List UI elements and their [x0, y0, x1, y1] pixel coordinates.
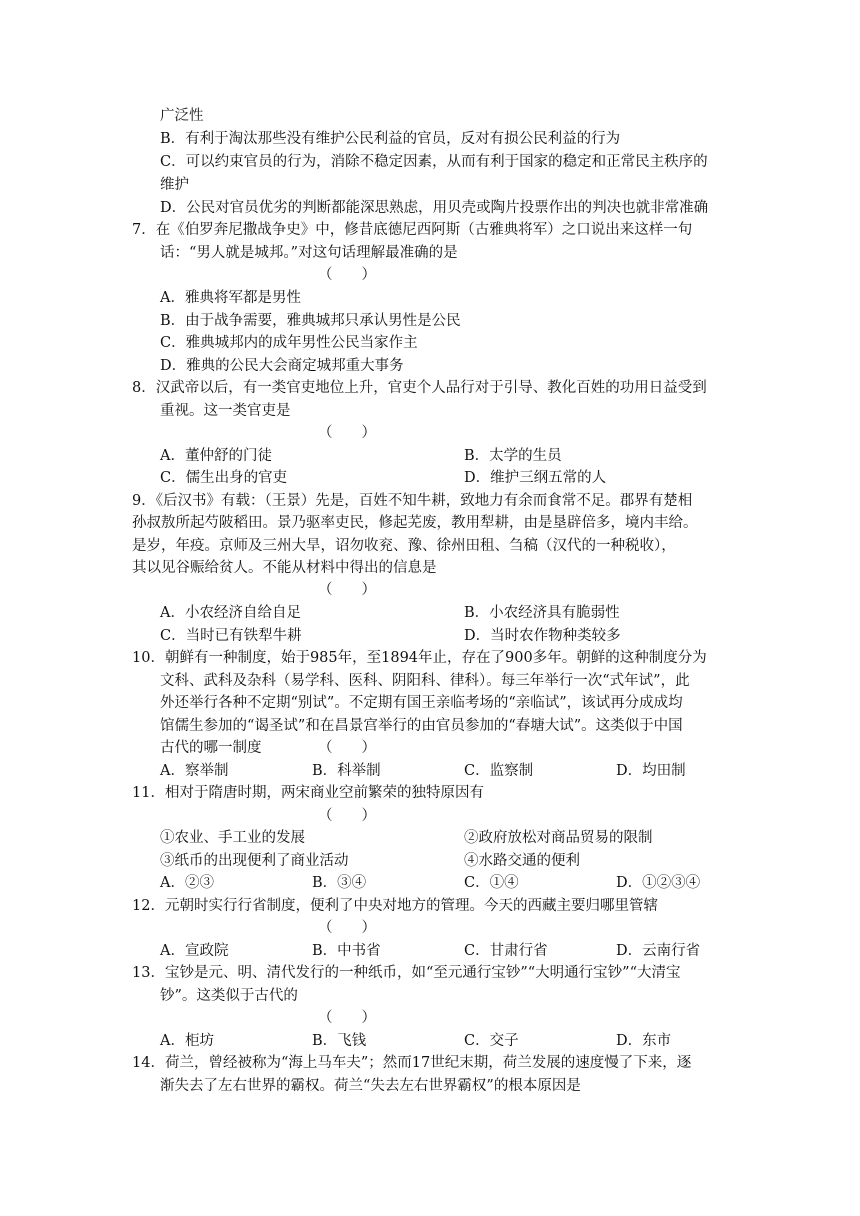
question-10-cont: 文科、武科及杂科（易学科、医科、阴阳科、律科）。每三年举行一次“式年试”，此	[160, 673, 690, 689]
question-12: 12．元朝时实行行省制度，便利了中央对地方的管理。今天的西藏主要归哪里管辖	[132, 898, 658, 914]
option-c: C．甘肃行省	[464, 943, 548, 959]
text-line: 广泛性	[160, 108, 204, 124]
option-d: D．云南行省	[616, 943, 701, 959]
question-9-cont: 是岁，年疫。京师及三州大旱，诏勿收兖、豫、徐州田租、刍稿（汉代的一种税收），	[132, 538, 676, 554]
question-7-cont: 话：“男人就是城邦。”对这句话理解最准确的是	[160, 245, 458, 261]
option-a: A．董仲舒的门徒	[160, 448, 272, 464]
option-d: D．雅典的公民大会商定城邦重大事务	[160, 358, 404, 374]
answer-blank: （ ）	[318, 1010, 376, 1026]
option-c: C．监察制	[464, 763, 534, 779]
answer-blank: （ ）	[318, 808, 376, 824]
option-c: C．儒生出身的官吏	[160, 470, 288, 486]
option-a: A．小农经济自给自足	[160, 605, 301, 621]
option-b: B．飞钱	[312, 1033, 367, 1049]
option-a: A．雅典将军都是男性	[160, 290, 301, 306]
option-c: C．交子	[464, 1033, 519, 1049]
option-b: B．太学的生员	[464, 448, 562, 464]
option-b: B．小农经济具有脆弱性	[464, 605, 620, 621]
question-14: 14．荷兰，曾经被称为“海上马车夫”；然而17世纪末期，荷兰发展的速度慢了下来，逐	[132, 1055, 692, 1071]
option-b: B．③④	[312, 875, 367, 891]
question-13-cont: 钞”。这类似于古代的	[160, 988, 298, 1004]
question-7: 7．在《伯罗奔尼撒战争史》中，修昔底德尼西阿斯（古雅典将军）之口说出来这样一句	[132, 222, 693, 238]
option-b: B．科举制	[312, 763, 381, 779]
option-b: B．有利于淘汰那些没有维护公民利益的官员，反对有损公民利益的行为	[160, 131, 621, 147]
statement-3: ③纸币的出现便利了商业活动	[160, 853, 349, 869]
option-c: C．可以约束官员的行为，消除不稳定因素，从而有利于国家的稳定和正常民主秩序的	[160, 154, 708, 170]
option-d: D．东市	[616, 1033, 672, 1049]
question-13: 13．宝钞是元、明、清代发行的一种纸币，如“至元通行宝钞”“大明通行宝钞”“大清宝	[132, 965, 681, 981]
option-a: A．柜坊	[160, 1033, 214, 1049]
text-line: 维护	[160, 177, 189, 193]
answer-blank: （ ）	[318, 582, 376, 598]
option-d: D．当时农作物种类较多	[464, 628, 621, 644]
option-a: A．②③	[160, 875, 214, 891]
option-a: A．察举制	[160, 763, 229, 779]
answer-blank: （ ）	[318, 425, 376, 441]
answer-blank: （ ）	[318, 267, 376, 283]
question-11: 11．相对于隋唐时期，两宋商业空前繁荣的独特原因有	[132, 785, 484, 801]
option-a: A．宣政院	[160, 943, 229, 959]
option-d: D．维护三纲五常的人	[464, 470, 607, 486]
option-b: B．中书省	[312, 943, 381, 959]
question-14-cont: 渐失去了左右世界的霸权。荷兰“失去左右世界霸权”的根本原因是	[160, 1078, 581, 1094]
question-10: 10．朝鲜有一种制度，始于985年，至1894年止，存在了900多年。朝鲜的这种制度分为	[132, 650, 707, 666]
question-10-cont: 外还举行各种不定期“别试”。不定期有国王亲临考场的“亲临试”，该试再分成成均	[160, 695, 683, 711]
question-8-cont: 重视。这一类官吏是	[160, 403, 291, 419]
option-c: C．当时已有铁犁牛耕	[160, 628, 302, 644]
question-9: 9．《后汉书》有载：（王景）先是，百姓不知牛耕，致地力有余而食常不足。郡界有楚相	[132, 493, 693, 509]
option-d: D．均田制	[616, 763, 686, 779]
question-10-cont: 馆儒生参加的“谒圣试”和在昌景宫举行的由官员参加的“春塘大试”。这类似于中国	[160, 718, 683, 734]
statement-4: ④水路交通的便利	[464, 853, 580, 869]
question-9-cont: 孙叔敖所起芍陂稻田。景乃驱率吏民，修起芜废，教用犁耕，由是垦辟倍多，境内丰给。	[132, 515, 698, 531]
question-8: 8．汉武帝以后，有一类官吏地位上升，官吏个人品行对于引导、教化百姓的功用日益受到	[132, 380, 707, 396]
option-c: C．雅典城邦内的成年男性公民当家作主	[160, 335, 418, 351]
statement-1: ①农业、手工业的发展	[160, 830, 305, 846]
answer-blank: （ ）	[318, 740, 376, 756]
question-10-cont: 古代的哪一制度	[160, 740, 262, 756]
option-d: D．①②③④	[616, 875, 701, 891]
answer-blank: （ ）	[318, 920, 376, 936]
statement-2: ②政府放松对商品贸易的限制	[464, 830, 653, 846]
option-d: D．公民对官员优劣的判断都能深思熟虑，用贝壳或陶片投票作出的判决也就非常准确	[160, 200, 709, 216]
option-b: B．由于战争需要，雅典城邦只承认男性是公民	[160, 313, 461, 329]
question-9-cont: 其以见谷赈给贫人。不能从材料中得出的信息是	[132, 560, 437, 576]
option-c: C．①④	[464, 875, 519, 891]
